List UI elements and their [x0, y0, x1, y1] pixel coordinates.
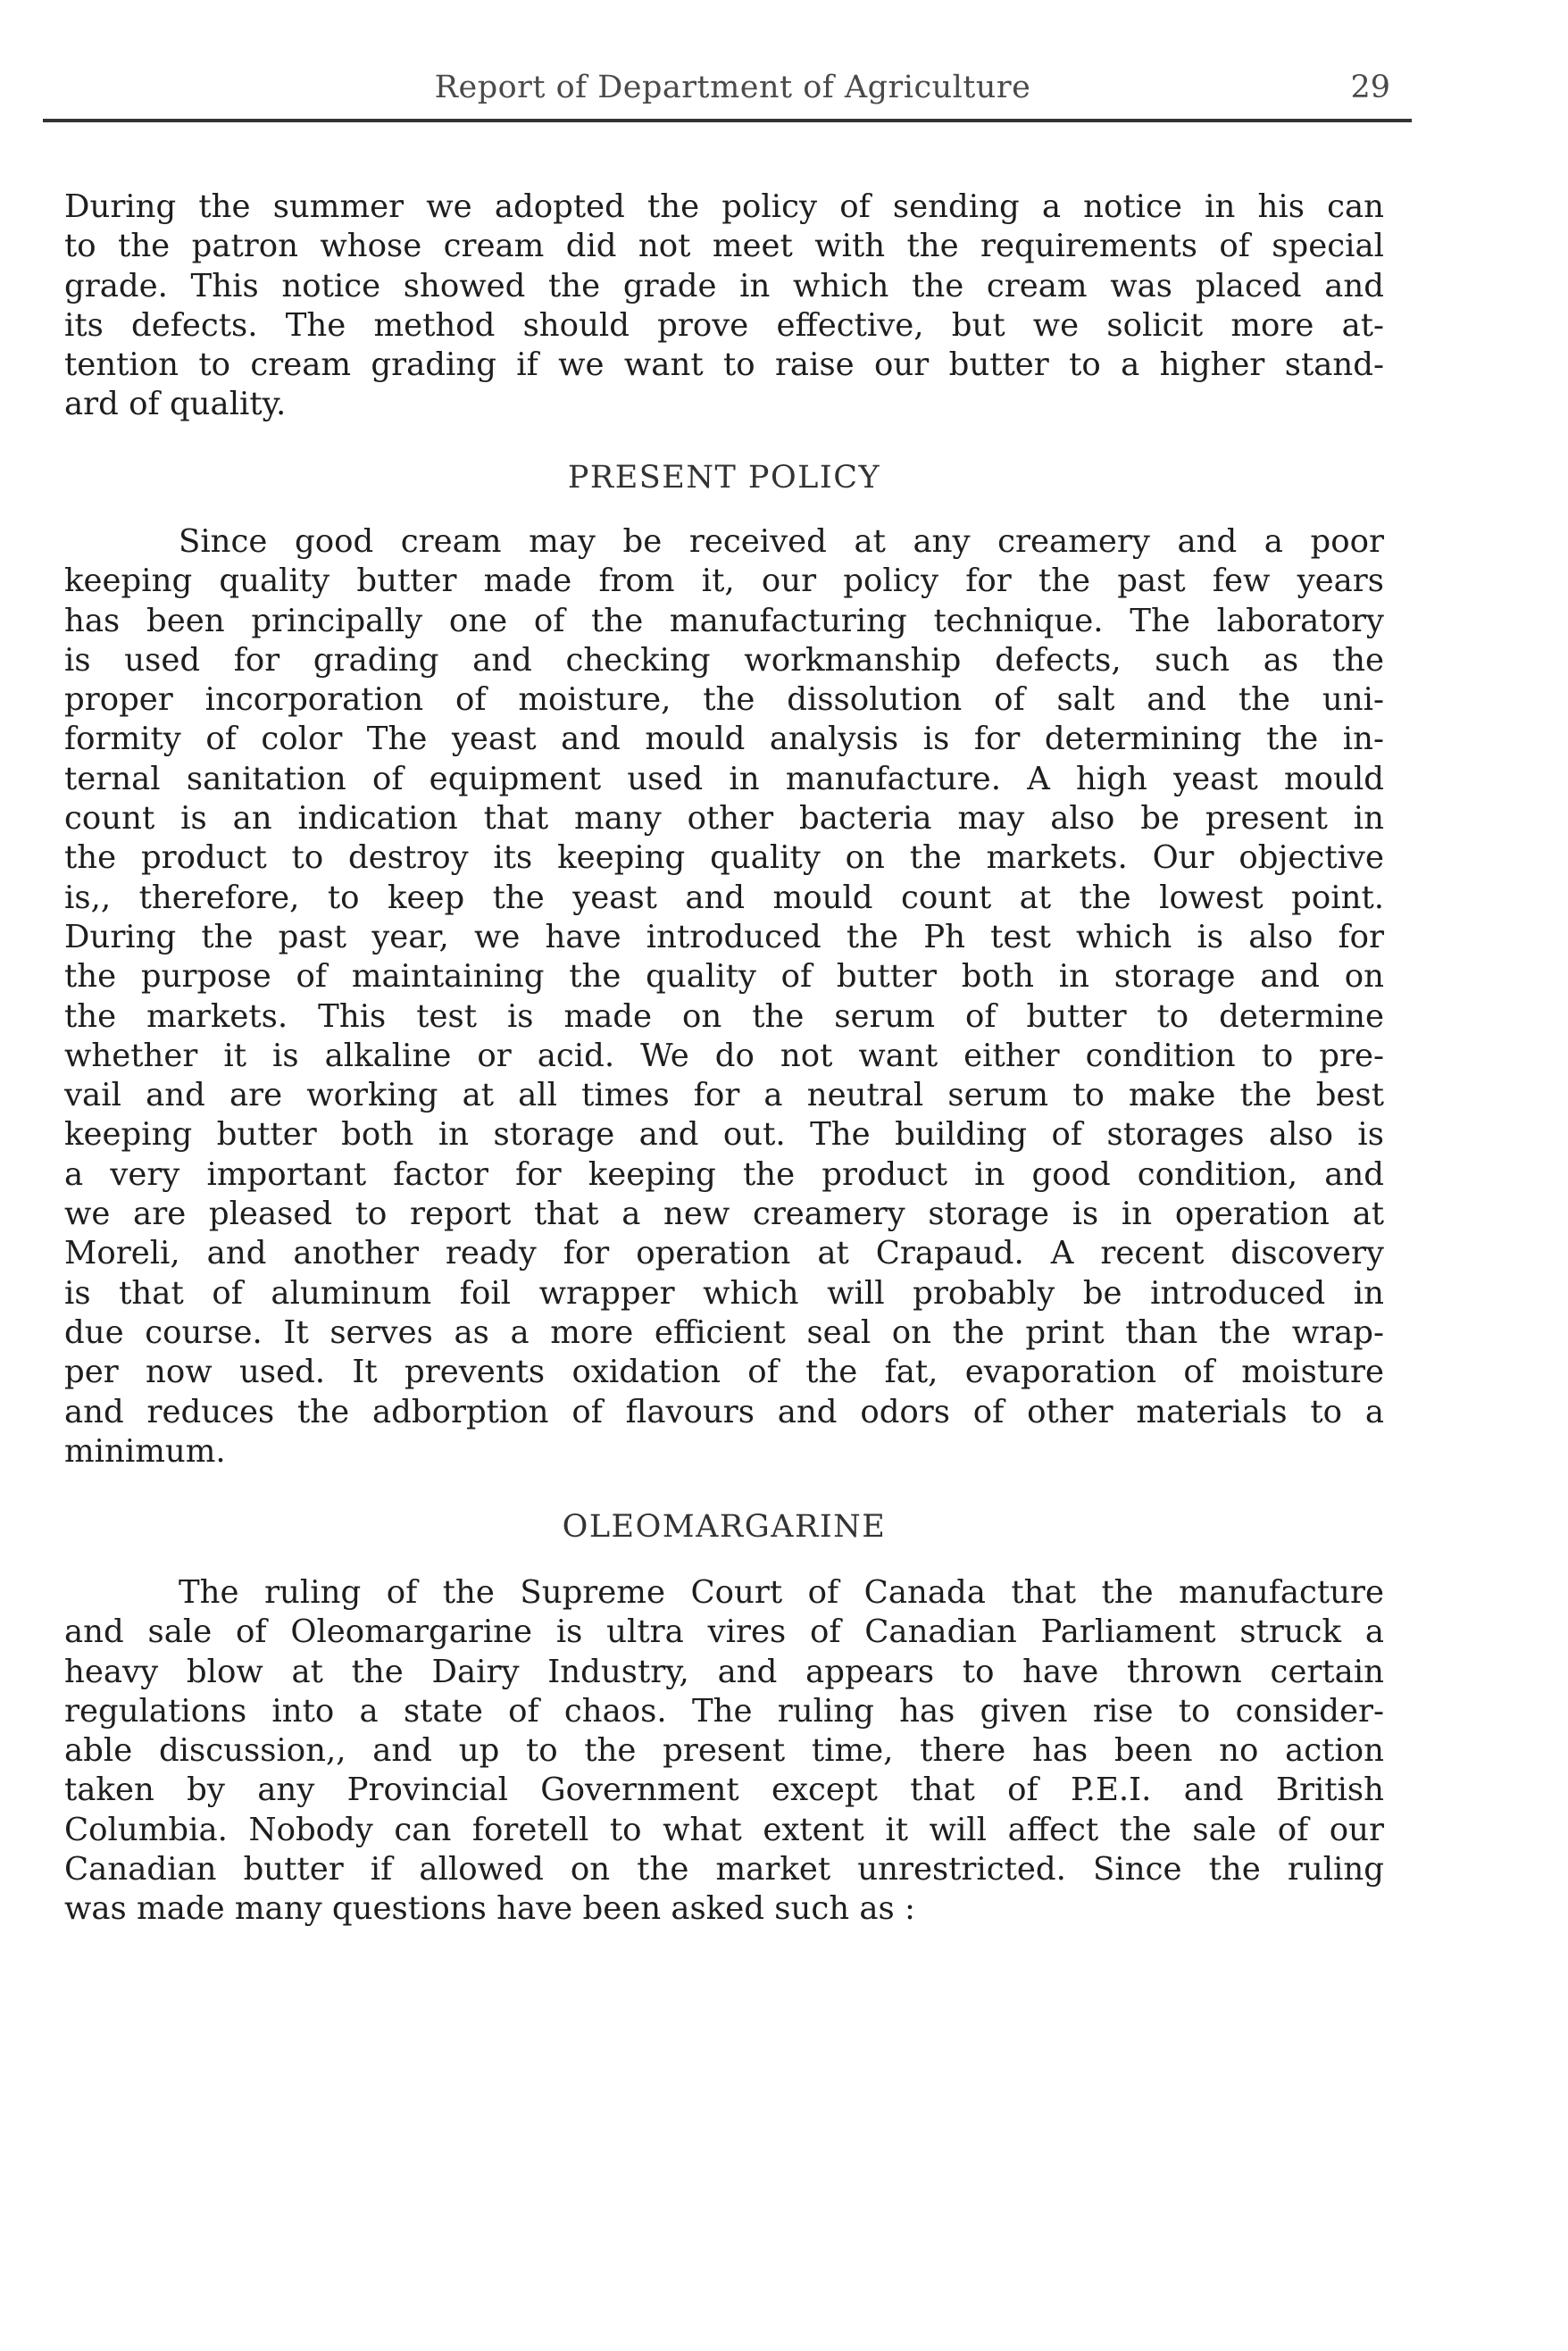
text-line: able discussion,, and up to the present time, there has been no action [64, 1732, 1384, 1770]
text-line: ard of quality. [64, 386, 287, 423]
text-line: is,, therefore, to keep the yeast and mould count at the lowest point. [64, 879, 1384, 916]
text-line: Moreli, and another ready for operation at Crapaud. A recent discovery [64, 1235, 1384, 1272]
text-line: regulations into a state of chaos. The ruling has given rise to consider- [64, 1692, 1384, 1730]
text-line: and reduces the adborption of flavours and odors of other materials to a [64, 1393, 1384, 1430]
text-line: During the past year, we have introduced the Ph test which is also for [64, 918, 1384, 955]
text-line: taken by any Provincial Government except that of P.E.I. and British [64, 1772, 1384, 1809]
paragraph-present-policy [64, 522, 1384, 1471]
running-header-title: Report of Department of Agriculture [434, 70, 1031, 105]
text-line: grade. This notice showed the grade in which the cream was placed and [64, 267, 1384, 304]
text-line: is that of aluminum foil wrapper which will probably be introduced in [64, 1274, 1384, 1312]
text-line: ternal sanitation of equipment used in manufacture. A high yeast mould [64, 760, 1384, 797]
section-heading-present-policy: PRESENT POLICY [567, 460, 881, 496]
text-line: due course. It serves as a more efficient seal on the print than the wrap- [64, 1313, 1384, 1351]
text-line: we are pleased to report that a new creamery storage is in operation at [64, 1196, 1384, 1233]
text-line: has been principally one of the manufacturing technique. The laboratory [64, 602, 1384, 639]
running-header [54, 70, 1412, 116]
text-line: During the summer we adopted the policy of sending a notice in his can [64, 188, 1384, 225]
text-line: The ruling of the Supreme Court of Canada that the manufacture [179, 1574, 1384, 1611]
paragraph-grading-notice [64, 188, 1384, 425]
text-line: Columbia. Nobody can foretell to what extent it will affect the sale of our [64, 1811, 1384, 1848]
text-line: its defects. The method should prove effective, but we solicit more at- [64, 306, 1384, 344]
section-heading-oleomargarine: OLEOMARGARINE [562, 1509, 887, 1545]
text-line: tention to cream grading if we want to raise our butter to a higher stand- [64, 346, 1384, 384]
text-line: the product to destroy its keeping quality on the markets. Our objective [64, 839, 1384, 877]
text-line: is used for grading and checking workmanship defects, such as the [64, 641, 1384, 679]
text-line: proper incorporation of moisture, the dissolution of salt and the uni- [64, 681, 1384, 719]
text-line: keeping butter both in storage and out. The building of storages also is [64, 1116, 1384, 1154]
text-line: keeping quality butter made from it, our policy for the past few years [64, 563, 1384, 600]
text-line: the purpose of maintaining the quality of butter both in storage and on [64, 958, 1384, 996]
text-line: Canadian butter if allowed on the market unrestricted. Since the ruling [64, 1851, 1384, 1888]
text-line: was made many questions have been asked such as : [64, 1890, 916, 1928]
text-line: count is an indication that many other bacteria may also be present in [64, 800, 1384, 838]
text-line: whether it is alkaline or acid. We do not want either condition to pre- [64, 1037, 1384, 1074]
text-line: minimum. [64, 1432, 226, 1470]
text-line: vail and are working at all times for a neutral serum to make the best [64, 1077, 1384, 1114]
text-line: formity of color The yeast and mould analysis is for determining the in- [64, 721, 1384, 758]
text-line: a very important factor for keeping the product in good condition, and [64, 1155, 1384, 1193]
text-line: Since good cream may be received at any creamery and a poor [179, 523, 1384, 560]
paragraph-oleomargarine [64, 1573, 1384, 1930]
text-line: per now used. It prevents oxidation of the fat, evaporation of moisture [64, 1354, 1384, 1391]
text-line: heavy blow at the Dairy Industry, and appears to have thrown certain [64, 1653, 1384, 1690]
page-number: 29 [1350, 70, 1390, 105]
text-line: to the patron whose cream did not meet with the requirements of special [64, 228, 1384, 265]
text-line: and sale of Oleomargarine is ultra vires of Canadian Parliament struck a [64, 1613, 1384, 1651]
header-rule [43, 119, 1412, 122]
text-line: the markets. This test is made on the serum of butter to determine [64, 997, 1384, 1035]
